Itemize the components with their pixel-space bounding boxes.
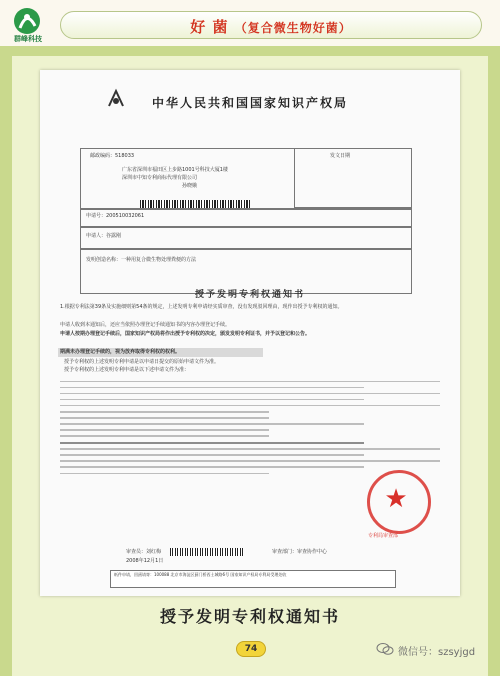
address-line-3: 孙晓娥 (182, 183, 198, 189)
paragraph-3: 申请人按期办理登记手续后，国家知识产权局将作出授予专利权的决定，颁发发明专利证书，并予以登记和公告。 (60, 331, 311, 337)
paragraph-1: 1.根据专利法第39条及实施细则第54条的规定，上述发明专利申请经实质审查，没有发现驳回理由，现作出授予专利权的通知。 (60, 304, 343, 310)
footer-note: 纸件申请，回函请寄：100088 北京市海淀区蓟门桥西土城路6号 国家知识产权局专利局受理处收 (114, 572, 287, 577)
page-title (61, 16, 481, 37)
text-line (60, 442, 364, 444)
text-line (60, 411, 269, 413)
agency-name: 中华人民共和国国家知识产权局 (152, 96, 349, 110)
title-main: 好 菌 (190, 18, 229, 36)
text-line (60, 417, 269, 419)
text-line (60, 399, 364, 401)
agency-emblem-icon (105, 88, 127, 110)
wechat-id: 微信号：szsyjgd (398, 647, 476, 658)
text-line (60, 466, 364, 468)
paragraph-4: 期满未办理登记手续的，视为放弃取得专利权的权利。 (60, 349, 181, 355)
divider (80, 248, 412, 250)
text-line (60, 423, 364, 425)
text-line (60, 460, 440, 462)
option-2: 授予专利权的上述发明专利申请是以下述申请文件为准： (64, 367, 190, 373)
wechat-icon (376, 643, 394, 655)
send-date-box (294, 148, 412, 208)
page-header (0, 0, 500, 46)
title-sub: （复合微生物好菌） (234, 21, 352, 35)
text-line (60, 387, 364, 389)
examiner: 审查员：刘红梅 (126, 549, 162, 555)
text-line (60, 448, 440, 450)
address-line-2: 深圳市中知专利商标代理有限公司 (122, 175, 198, 181)
invention-name: 发明创造名称：一种用复合微生物处理粪便的方法 (86, 257, 197, 263)
send-date-label: 发文日期 (330, 153, 351, 159)
patent-notice-document (40, 70, 460, 596)
text-line (60, 381, 440, 383)
divider (80, 208, 412, 210)
image-caption: 授予发明专利权通知书 (159, 607, 340, 626)
text-line (60, 473, 269, 475)
text-line (60, 454, 364, 456)
text-line (60, 429, 269, 431)
company-logo-text: 群峰科技 (14, 35, 42, 43)
postcode: 邮政编码：518033 (90, 153, 135, 159)
divider (80, 226, 412, 228)
page-number-badge: 74 (236, 641, 266, 657)
notice-title: 授予发明专利权通知书 (194, 290, 305, 300)
applicant: 申请人：谷露刚 (86, 233, 122, 239)
option-1: 授予专利权的上述发明专利申请是以申请日提交的原始申请文件为准。 (64, 359, 220, 365)
issue-date: 2008年12月1日 (126, 558, 164, 564)
address-line-1: 广东省深圳市福田区上步路1001号科技大厦1楼 (122, 167, 228, 173)
examiner-barcode (170, 548, 244, 556)
seal-label: 专利局审查部 (368, 533, 399, 539)
seal-star-icon: ★ (384, 484, 408, 514)
text-line (60, 405, 440, 407)
application-number: 申请号：200510032061 (86, 213, 145, 219)
paragraph-2: 申请人收到本通知后，还应当依照办理登记手续通知书的内容办理登记手续。 (60, 322, 231, 328)
department: 审查部门：审查协作中心 (272, 549, 328, 555)
notice-body-lines (60, 376, 440, 479)
text-line (60, 435, 269, 437)
text-line (60, 393, 440, 395)
title-banner (60, 11, 482, 39)
